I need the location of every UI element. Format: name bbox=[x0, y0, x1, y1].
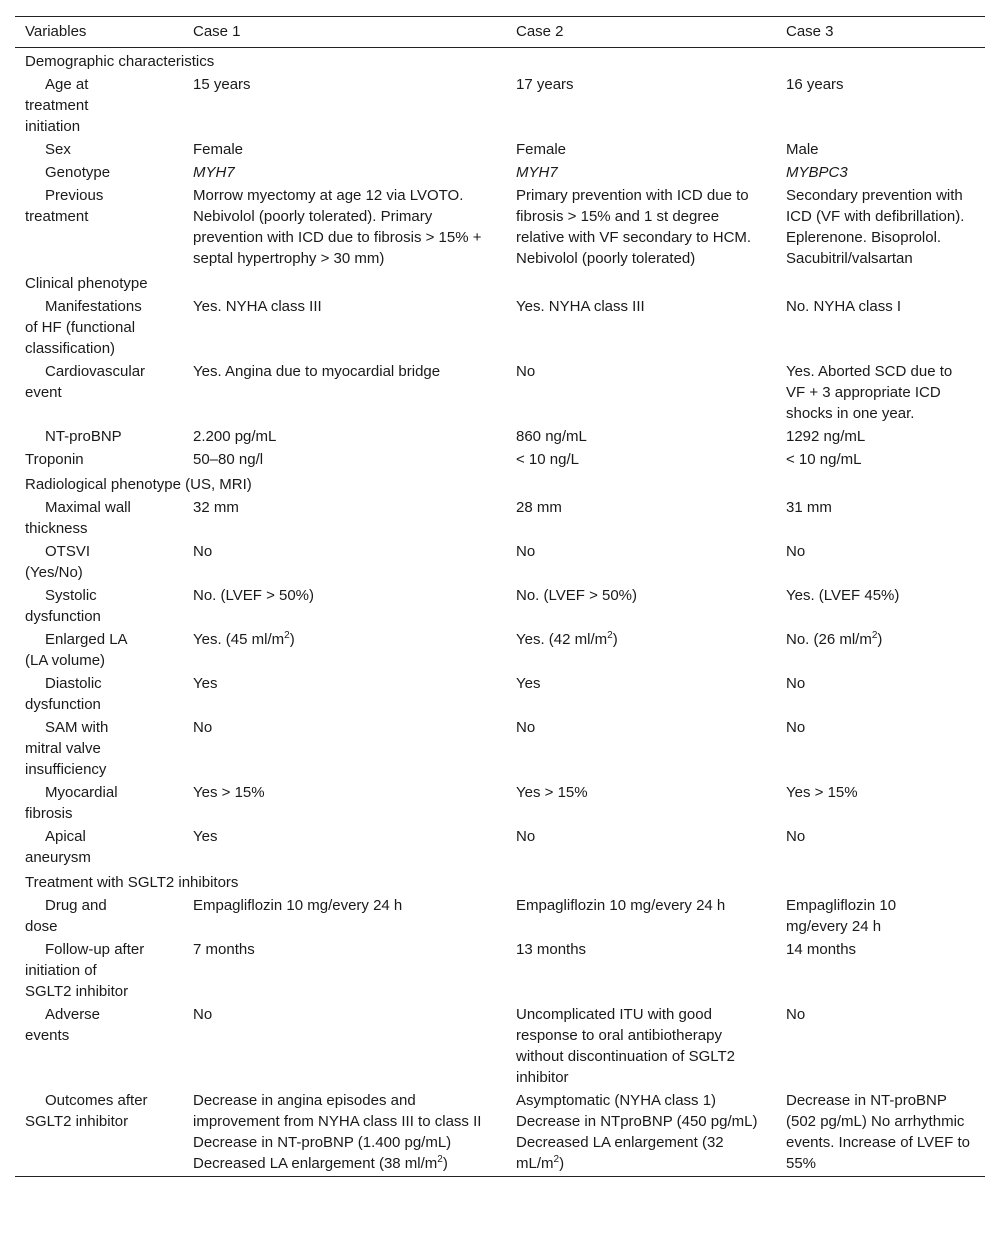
table-row bbox=[15, 138, 985, 161]
cell-case-2: No bbox=[516, 363, 536, 380]
table-row bbox=[15, 295, 985, 360]
row-label-line: Myocardial bbox=[45, 784, 118, 801]
cell-case-1: Yes. NYHA class III bbox=[193, 298, 322, 315]
cell-case-3: No bbox=[786, 675, 806, 692]
cell-case-1: Decrease in angina episodes and improvement from NYHA class III to class II Decrease in NT-proBNP (1.400 pg/mL) Decreased LA enlargement (38 $ml/m^2$) bbox=[193, 1092, 482, 1172]
row-label-line: Enlarged LA bbox=[45, 631, 128, 648]
cell-case-1: 50–80 ng/l bbox=[193, 451, 264, 468]
cell-case-2: Primary prevention with ICD due to fibrosis > 15% and 1 st degree relative with VF secondary to HCM. Nebivolol (poorly tolerated) bbox=[516, 187, 752, 267]
row-label-line: aneurysm bbox=[25, 849, 91, 866]
row-label-line: Systolic bbox=[45, 587, 97, 604]
cell-case-1: No bbox=[193, 719, 213, 736]
section-clinical: Clinical phenotype bbox=[25, 275, 148, 292]
cell-case-3: No. (26 $ml/m^2$) bbox=[786, 630, 883, 648]
cell-case-3: No. NYHA class I bbox=[786, 298, 902, 315]
cell-case-1: Yes. Angina due to myocardial bridge bbox=[193, 363, 441, 380]
table-row bbox=[15, 1089, 985, 1177]
row-label-line: classification) bbox=[25, 340, 116, 357]
row-label-line: Apical bbox=[45, 828, 86, 845]
cell-case-1: Yes > 15% bbox=[193, 784, 265, 801]
cell-case-2: < 10 ng/L bbox=[516, 451, 579, 468]
row-label-line: thickness bbox=[25, 520, 88, 537]
cell-case-3: 14 months bbox=[786, 941, 857, 958]
cell-case-3: Male bbox=[786, 141, 819, 158]
row-label: Troponin bbox=[25, 451, 84, 468]
row-label-line: Age at bbox=[45, 76, 89, 93]
section-row bbox=[15, 270, 985, 295]
table-row bbox=[15, 938, 985, 1003]
row-label bbox=[15, 184, 183, 270]
cell-case-2: No bbox=[516, 719, 536, 736]
row-label-line: Cardiovascular bbox=[45, 363, 146, 380]
cell-case-2: Asymptomatic (NYHA class 1) Decrease in NTproBNP (450 pg/mL) Decreased LA enlargement (32 $mL/m^2$) bbox=[516, 1092, 758, 1172]
cell-case-3: No bbox=[786, 1006, 806, 1023]
cell-case-2: 860 ng/mL bbox=[516, 428, 587, 445]
row-label bbox=[15, 672, 183, 716]
table-row bbox=[15, 628, 985, 672]
cell-case-1: 15 years bbox=[193, 76, 251, 93]
row-label-line: event bbox=[25, 384, 62, 401]
table-row bbox=[15, 448, 985, 471]
row-label bbox=[15, 161, 183, 184]
cell-case-3: 16 years bbox=[786, 76, 844, 93]
cell-case-3: 1292 ng/mL bbox=[786, 428, 866, 445]
row-label-line: Outcomes after bbox=[45, 1092, 148, 1109]
row-label bbox=[15, 1003, 183, 1089]
table-row bbox=[15, 496, 985, 540]
cell-case-3: < 10 ng/mL bbox=[786, 451, 862, 468]
cell-case-2: Yes bbox=[516, 675, 541, 692]
row-label-line: SGLT2 inhibitor bbox=[25, 983, 129, 1000]
cell-case-3: MYBPC3 bbox=[786, 164, 848, 181]
row-label bbox=[15, 938, 183, 1003]
table-row bbox=[15, 184, 985, 270]
row-label bbox=[15, 716, 183, 781]
table-row bbox=[15, 672, 985, 716]
row-label-line: dysfunction bbox=[25, 696, 101, 713]
row-label-line: SAM with bbox=[45, 719, 109, 736]
section-row bbox=[15, 48, 985, 74]
cell-case-2: Empagliflozin 10 mg/every 24 h bbox=[516, 897, 726, 914]
table-header-row bbox=[15, 17, 985, 48]
cell-case-2: Female bbox=[516, 141, 567, 158]
row-label bbox=[15, 584, 183, 628]
cell-case-2: Yes. (42 $ml/m^2$) bbox=[516, 630, 618, 648]
cell-case-3: No bbox=[786, 543, 806, 560]
row-label-line: (Yes/No) bbox=[25, 564, 83, 581]
cell-case-1: Morrow myectomy at age 12 via LVOTO. Nebivolol (poorly tolerated). Primary prevention with ICD due to fibrosis > 15% + septal hypertrophy > 30 mm) bbox=[193, 187, 482, 267]
row-label-line: OTSVI bbox=[45, 543, 91, 560]
cell-case-2: 17 years bbox=[516, 76, 574, 93]
cell-case-1: Yes. (45 $ml/m^2$) bbox=[193, 630, 295, 648]
cell-case-3: Yes. Aborted SCD due to VF + 3 appropriate ICD shocks in one year. bbox=[786, 363, 953, 422]
row-label-line: Follow-up after bbox=[45, 941, 145, 958]
row-label-line: Previous bbox=[45, 187, 104, 204]
cell-case-1: Yes bbox=[193, 828, 218, 845]
row-label bbox=[15, 894, 183, 938]
table-row bbox=[15, 894, 985, 938]
cell-case-1: No bbox=[193, 1006, 213, 1023]
row-label-line: dysfunction bbox=[25, 608, 101, 625]
table-row bbox=[15, 73, 985, 138]
cell-case-2: Uncomplicated ITU with good response to oral antibiotherapy without discontinuation of SGLT2 inhibitor bbox=[516, 1006, 736, 1086]
row-label-line: (LA volume) bbox=[25, 652, 106, 669]
cell-case-1: No bbox=[193, 543, 213, 560]
row-label-line: Manifestations bbox=[45, 298, 142, 315]
row-label bbox=[15, 1089, 183, 1177]
table-row bbox=[15, 1003, 985, 1089]
case-comparison-table bbox=[15, 16, 985, 1177]
cell-case-1: MYH7 bbox=[193, 164, 235, 181]
row-label-line: NT-proBNP bbox=[45, 428, 122, 445]
section-row bbox=[15, 471, 985, 496]
table-row bbox=[15, 425, 985, 448]
cell-case-1: 2.200 pg/mL bbox=[193, 428, 277, 445]
row-label-line: Drug and bbox=[45, 897, 107, 914]
section-treatment: Treatment with SGLT2 inhibitors bbox=[25, 874, 239, 891]
row-label bbox=[15, 138, 183, 161]
row-label-line: mitral valve bbox=[25, 740, 101, 757]
cell-case-3: Decrease in NT-proBNP (502 pg/mL) No arrhythmic events. Increase of LVEF to 55% bbox=[786, 1092, 970, 1172]
row-label-line: Sex bbox=[45, 141, 71, 158]
row-label bbox=[15, 73, 183, 138]
row-label bbox=[15, 425, 183, 448]
row-label-line: Diastolic bbox=[45, 675, 102, 692]
section-radiological: Radiological phenotype (US, MRI) bbox=[25, 476, 252, 493]
row-label bbox=[15, 360, 183, 425]
cell-case-2: 13 months bbox=[516, 941, 587, 958]
cell-case-1: Female bbox=[193, 141, 244, 158]
row-label-line: initiation of bbox=[25, 962, 97, 979]
row-label-line: dose bbox=[25, 918, 58, 935]
table-row bbox=[15, 161, 985, 184]
header-case-1: Case 1 bbox=[193, 23, 241, 40]
cell-case-3: No bbox=[786, 719, 806, 736]
cell-case-3: No bbox=[786, 828, 806, 845]
cell-case-2: No bbox=[516, 828, 536, 845]
cell-case-3: Yes. (LVEF 45%) bbox=[786, 587, 900, 604]
header-variables: Variables bbox=[25, 23, 87, 40]
table-row bbox=[15, 540, 985, 584]
cell-case-2: Yes > 15% bbox=[516, 784, 588, 801]
cell-case-2: No. (LVEF > 50%) bbox=[516, 587, 638, 604]
cell-case-1: Empagliflozin 10 mg/every 24 h bbox=[193, 897, 403, 914]
section-row bbox=[15, 869, 985, 894]
cell-case-3: 31 mm bbox=[786, 499, 832, 516]
table-row bbox=[15, 716, 985, 781]
row-label bbox=[15, 540, 183, 584]
row-label-line: initiation bbox=[25, 118, 81, 135]
row-label bbox=[15, 295, 183, 360]
row-label-line: Maximal wall bbox=[45, 499, 131, 516]
row-label bbox=[15, 628, 183, 672]
row-label-line: events bbox=[25, 1027, 70, 1044]
table-row bbox=[15, 781, 985, 825]
table-row bbox=[15, 584, 985, 628]
cell-case-2: No bbox=[516, 543, 536, 560]
row-label bbox=[15, 781, 183, 825]
section-demographic: Demographic characteristics bbox=[25, 53, 215, 70]
table-row bbox=[15, 360, 985, 425]
row-label-line: insufficiency bbox=[25, 761, 107, 778]
row-label-line: Genotype bbox=[45, 164, 111, 181]
cell-case-3: Empagliflozin 10 mg/every 24 h bbox=[786, 897, 897, 935]
row-label-line: treatment bbox=[25, 208, 89, 225]
cell-case-1: 7 months bbox=[193, 941, 255, 958]
header-case-3: Case 3 bbox=[786, 23, 834, 40]
row-label-line: treatment bbox=[25, 97, 89, 114]
cell-case-1: 32 mm bbox=[193, 499, 239, 516]
cell-case-2: MYH7 bbox=[516, 164, 558, 181]
header-case-2: Case 2 bbox=[516, 23, 564, 40]
row-label bbox=[15, 825, 183, 869]
table-row bbox=[15, 825, 985, 869]
row-label-line: fibrosis bbox=[25, 805, 73, 822]
row-label-line: of HF (functional bbox=[25, 319, 136, 336]
cell-case-3: Yes > 15% bbox=[786, 784, 858, 801]
row-label-line: SGLT2 inhibitor bbox=[25, 1113, 129, 1130]
cell-case-1: No. (LVEF > 50%) bbox=[193, 587, 315, 604]
cell-case-1: Yes bbox=[193, 675, 218, 692]
row-label-line: Adverse bbox=[45, 1006, 101, 1023]
cell-case-2: Yes. NYHA class III bbox=[516, 298, 645, 315]
cell-case-2: 28 mm bbox=[516, 499, 562, 516]
row-label bbox=[15, 496, 183, 540]
cell-case-3: Secondary prevention with ICD (VF with defibrillation). Eplerenone. Bisoprolol. Sacubitril/valsartan bbox=[786, 187, 965, 267]
